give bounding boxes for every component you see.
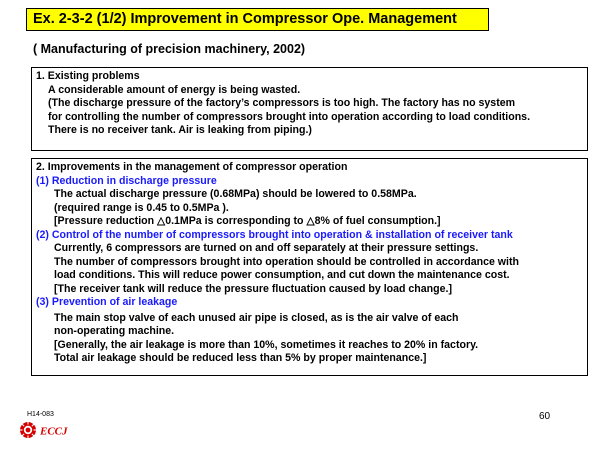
section2-heading: 2. Improvements in the management of compressor operation xyxy=(36,161,348,173)
sub1-line-3-c: 8% of fuel consumption.] xyxy=(314,215,441,227)
sub2-line-4: [The receiver tank will reduce the pressure fluctuation caused by load change.] xyxy=(54,282,452,295)
sub2-heading: (2) Control of the number of compressors brought into operation & installation of receiver tank xyxy=(36,228,513,241)
slide-title: Ex. 2-3-2 (1/2) Improvement in Compressor Ope. Management xyxy=(26,8,489,31)
existing-problems-box xyxy=(31,67,588,151)
sub1-line-3-a: [Pressure reduction xyxy=(54,215,158,227)
improvements-box xyxy=(31,158,588,376)
sub2-line-2: The number of compressors brought into operation should be controlled in accordance with xyxy=(54,255,519,268)
document-code: H14-083 xyxy=(27,411,54,418)
sub2-line-3: load conditions. This will reduce power consumption, and cut down the maintenance cost. xyxy=(54,269,510,281)
section1-heading: 1. Existing problems xyxy=(36,70,140,82)
sub3-heading: (3) Prevention of air leakage xyxy=(36,296,178,308)
delta-triangle-icon: △ xyxy=(157,215,166,227)
slide-subtitle: ( Manufacturing of precision machinery, 2002) xyxy=(33,42,306,56)
delta-triangle-icon: △ xyxy=(306,215,315,227)
sub3-line-3: [Generally, the air leakage is more than 10%, sometimes it reaches to 20% in factory. xyxy=(54,338,479,351)
sub1-line-2: (required range is 0.45 to 0.5MPa ). xyxy=(54,201,229,214)
sub1-line-3-b: 0.1MPa is corresponding to xyxy=(165,215,307,227)
sub3-line-1: The main stop valve of each unused air pipe is closed, as is the air valve of each xyxy=(54,311,459,324)
eccj-logo xyxy=(19,419,89,441)
section1-line-1: A considerable amount of energy is being wasted. xyxy=(48,83,301,96)
logo-text: ECCJ xyxy=(40,425,68,438)
section1-line-4: There is no receiver tank. Air is leaking from piping.) xyxy=(48,124,312,136)
sub3-line-2: non-operating machine. xyxy=(54,325,175,337)
sub3-line-4: Total air leakage should be reduced less than 5% by proper maintenance.] xyxy=(54,352,427,364)
sub1-heading: (1) Reduction in discharge pressure xyxy=(36,174,217,187)
sub1-line-3 xyxy=(36,215,583,229)
sub2-line-1: Currently, 6 compressors are turned on and off separately at their pressure settings. xyxy=(54,242,479,254)
sub1-line-1: The actual discharge pressure (0.68MPa) should be lowered to 0.58MPa. xyxy=(54,188,417,200)
eccj-emblem-icon xyxy=(20,422,37,439)
section1-line-2: (The discharge pressure of the factory’s compressors is too high. The factory has no system xyxy=(48,97,516,109)
section1-line-3: for controlling the number of compressors brought into operation according to load conditions. xyxy=(48,110,531,123)
page-number: 60 xyxy=(539,411,551,422)
